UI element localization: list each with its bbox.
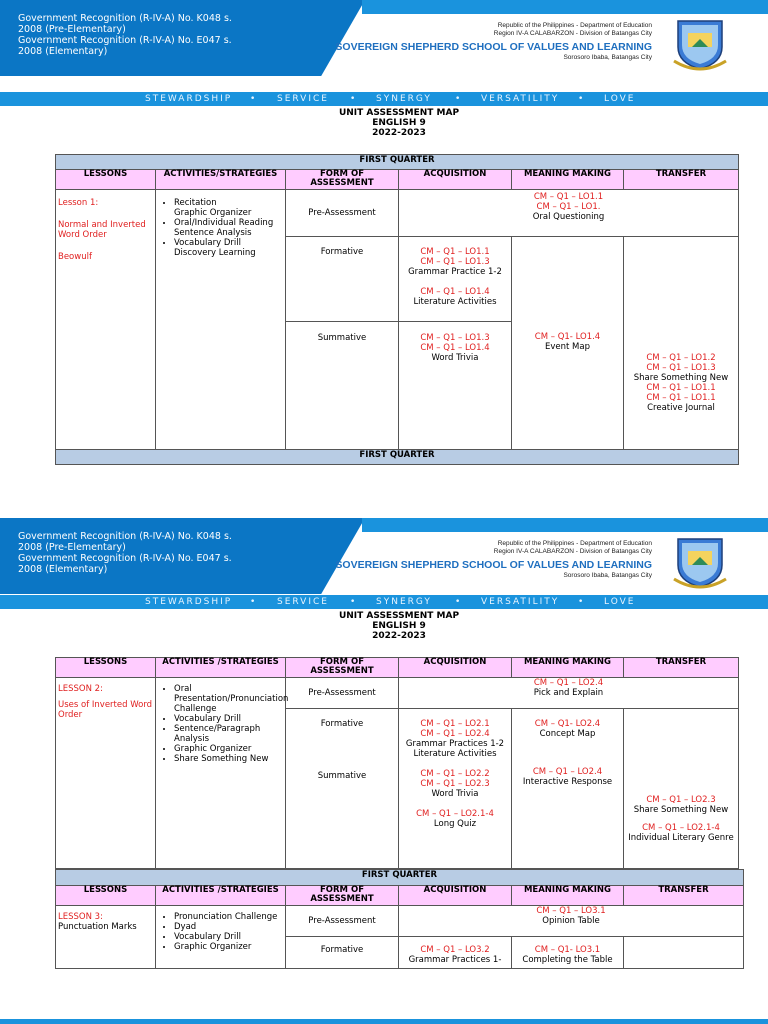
assessment-task: Creative Journal — [647, 403, 715, 413]
competency-code: CM – Q1 – LO2.4 — [420, 729, 490, 739]
transfer-cell — [624, 709, 739, 869]
region-line: Region IV-A CALABARZON - Division of Batangas City — [493, 30, 652, 37]
competency-code: CM – Q1 – LO2.2 — [420, 769, 490, 779]
column-header: MEANING MAKING — [512, 658, 624, 678]
assessment-task: Grammar Practice 1-2 — [408, 267, 502, 277]
value-item: SYNERGY — [376, 597, 432, 607]
gov-line: Government Recognition (R-IV-A) No. E047 s. — [18, 35, 232, 46]
acquisition-cell — [399, 937, 512, 969]
title-line: 2022-2023 — [372, 128, 426, 138]
pre-assessment-cell — [399, 906, 744, 937]
assessment-task: Word Trivia — [431, 353, 479, 363]
activity-item: • Dyad — [174, 922, 283, 932]
assessment-form: Summative — [286, 322, 399, 450]
activity-item: • Oral/Individual Reading Sentence Analysis — [174, 218, 283, 238]
activity-item: • Sentence/Paragraph Analysis — [174, 724, 283, 744]
meaning-making-cell — [512, 709, 624, 869]
competency-code: CM – Q1 – LO2.3 — [420, 779, 490, 789]
value-separator: • — [455, 597, 463, 607]
assessment-task: Pick and Explain — [533, 688, 604, 698]
column-header: FORM OF ASSESSMENT — [286, 658, 399, 678]
lesson-title: Normal and Inverted Word Order — [58, 220, 146, 240]
competency-code: CM – Q1 – LO1.4 — [420, 287, 490, 297]
competency-code: CM – Q1- LO3.1 — [534, 945, 601, 955]
value-item: LOVE — [604, 597, 636, 607]
lesson-label: LESSON 2: — [58, 684, 103, 694]
competency-code: CM – Q1 – LO3.2 — [420, 945, 490, 955]
activity-item: • Recitation Graphic Organizer — [174, 198, 283, 218]
government-recognition — [18, 531, 278, 575]
assessment-form: Formative — [286, 937, 399, 969]
competency-code: CM – Q1 – LO2.4 — [533, 678, 604, 688]
agency-lines — [494, 540, 652, 556]
school-seal-icon — [672, 17, 728, 73]
column-header: ACTIVITIES/STRATEGIES — [156, 170, 286, 190]
value-item: LOVE — [604, 94, 636, 104]
column-header: FORM OF ASSESSMENT — [286, 170, 399, 190]
competency-code: CM – Q1 – LO1.1 — [533, 192, 604, 202]
activity-item: • Graphic Organizer — [174, 744, 283, 754]
competency-code: CM – Q1- LO1.4 — [534, 332, 601, 342]
pre-assessment-cell — [399, 190, 739, 237]
activities-cell — [156, 678, 289, 869]
title-line: UNIT ASSESSMENT MAP — [338, 611, 460, 621]
activity-item: • Graphic Organizer — [174, 942, 283, 952]
meaning-making-cell — [512, 237, 624, 450]
value-item: SYNERGY — [376, 94, 432, 104]
assessment-form: Pre-Assessment — [286, 906, 399, 937]
page-2 — [0, 518, 768, 998]
title-line: ENGLISH 9 — [372, 621, 426, 631]
competency-code: CM – Q1 – LO2.4 — [532, 767, 603, 777]
activities-cell — [156, 190, 286, 450]
assessment-form: Pre-Assessment — [286, 190, 399, 237]
gov-line: Government Recognition (R-IV-A) No. K048 s. — [18, 531, 232, 542]
competency-code: CM – Q1 – LO1.3 — [420, 333, 490, 343]
assessment-task: Individual Literary Genre — [628, 833, 734, 843]
assessment-task: Word Trivia — [431, 789, 479, 799]
gov-line: 2008 (Elementary) — [18, 46, 108, 57]
document-title — [0, 108, 768, 138]
acquisition-cell — [399, 322, 512, 450]
school-name: SOVEREIGN SHEPHERD SCHOOL OF VALUES AND LEARNING — [335, 41, 652, 53]
assessment-task: Opinion Table — [542, 916, 600, 926]
competency-code: CM – Q1 – LO1. — [536, 202, 601, 212]
column-header: TRANSFER — [624, 886, 744, 906]
assessment-table-lesson-1 — [55, 154, 739, 465]
gov-line: Government Recognition (R-IV-A) No. E047 s. — [18, 553, 232, 564]
value-item: STEWARDSHIP — [145, 94, 233, 104]
lesson-title: Punctuation Marks — [58, 922, 137, 932]
school-name: SOVEREIGN SHEPHERD SCHOOL OF VALUES AND LEARNING — [335, 559, 652, 571]
school-address: Sorosoro Ibaba, Batangas City — [563, 572, 652, 579]
competency-code: CM – Q1 – LO3.1 — [536, 906, 606, 916]
gov-line: 2008 (Pre-Elementary) — [18, 24, 126, 35]
assessment-form: Formative — [320, 719, 364, 729]
region-line: Region IV-A CALABARZON - Division of Batangas City — [493, 548, 652, 555]
assessment-task: Long Quiz — [433, 819, 477, 829]
value-separator: • — [578, 94, 586, 104]
competency-code: CM – Q1 – LO2.1 — [420, 719, 490, 729]
gov-line: Government Recognition (R-IV-A) No. K048 s. — [18, 13, 232, 24]
assessment-task: Oral Questioning — [532, 212, 605, 222]
assessment-task: Concept Map — [539, 729, 596, 739]
assessment-task: Share Something New — [633, 805, 729, 815]
republic-line: Republic of the Philippines - Department of Education — [497, 540, 652, 547]
acquisition-cell — [399, 709, 512, 869]
column-header: TRANSFER — [624, 658, 739, 678]
assessment-task: Literature Activities — [413, 297, 497, 307]
school-address: Sorosoro Ibaba, Batangas City — [563, 54, 652, 61]
pre-assessment-cell — [399, 678, 739, 709]
column-header: ACQUISITION — [399, 886, 512, 906]
header-blue-strip — [362, 518, 768, 532]
competency-code: CM – Q1 – LO1.1 — [646, 393, 716, 403]
assessment-task: Literature Activities — [413, 749, 497, 759]
transfer-cell — [624, 937, 744, 969]
assessment-task: Grammar Practices 1-2 — [405, 739, 505, 749]
competency-code: CM – Q1 – LO1.2 — [646, 353, 716, 363]
value-separator: • — [250, 597, 258, 607]
title-line: 2022-2023 — [372, 631, 426, 641]
government-recognition — [18, 13, 278, 57]
value-item: SERVICE — [277, 94, 329, 104]
competency-code: CM – Q1 – LO1.3 — [420, 257, 490, 267]
title-line: UNIT ASSESSMENT MAP — [338, 108, 460, 118]
assessment-form: Pre-Assessment — [286, 678, 399, 709]
gov-line: 2008 (Elementary) — [18, 564, 108, 575]
quarter-header: FIRST QUARTER — [56, 155, 739, 170]
assessment-task: Completing the Table — [522, 955, 613, 965]
lesson-label: Lesson 1: — [58, 198, 99, 208]
value-separator: • — [455, 94, 463, 104]
activity-item: • Vocabulary Drill — [174, 714, 283, 724]
page-1 — [0, 0, 768, 480]
value-item: SERVICE — [277, 597, 329, 607]
assessment-task: Interactive Response — [522, 777, 613, 787]
assessment-form: Summative — [317, 771, 367, 781]
competency-code: CM – Q1 – LO2.3 — [646, 795, 716, 805]
competency-code: CM – Q1 – LO1.4 — [420, 343, 490, 353]
column-header: ACTIVITIES /STRATEGIES — [156, 886, 286, 906]
column-header: LESSONS — [56, 886, 156, 906]
activity-item: • Oral Presentation/Pronunciation Challenge — [174, 684, 283, 714]
assessment-task: Event Map — [545, 342, 590, 352]
assessment-task: Share Something New — [633, 373, 729, 383]
value-separator: • — [578, 597, 586, 607]
meaning-making-cell — [512, 937, 624, 969]
gov-line: 2008 (Pre-Elementary) — [18, 542, 126, 553]
core-values-bar — [0, 92, 768, 106]
form-cell — [286, 709, 399, 869]
transfer-cell — [624, 237, 739, 450]
value-item: STEWARDSHIP — [145, 597, 233, 607]
activity-item: • Vocabulary Drill Discovery Learning — [174, 238, 283, 258]
column-header: TRANSFER — [624, 170, 739, 190]
lesson-label: LESSON 3: — [58, 912, 103, 922]
assessment-table-lesson-2 — [55, 657, 739, 869]
title-line: ENGLISH 9 — [372, 118, 426, 128]
assessment-task: Grammar Practices 1- — [408, 955, 502, 965]
column-header: ACQUISITION — [399, 170, 512, 190]
column-header: ACQUISITION — [399, 658, 512, 678]
activity-item: • Vocabulary Drill — [174, 932, 283, 942]
competency-code: CM – Q1 – LO2.1-4 — [416, 809, 494, 819]
activities-cell — [156, 906, 286, 969]
competency-code: CM – Q1 – LO1.1 — [420, 247, 490, 257]
value-separator: • — [350, 597, 358, 607]
value-separator: • — [250, 94, 258, 104]
column-header: MEANING MAKING — [512, 886, 624, 906]
competency-code: CM – Q1 – LO1.3 — [646, 363, 716, 373]
assessment-form: Formative — [286, 237, 399, 322]
republic-line: Republic of the Philippines - Department of Education — [497, 22, 652, 29]
lesson-topic: Beowulf — [58, 252, 92, 262]
header-blue-strip — [362, 0, 768, 14]
school-seal-icon — [672, 535, 728, 591]
column-header: ACTIVITIES /STRATEGIES — [156, 658, 286, 678]
quarter-header: FIRST QUARTER — [56, 870, 744, 886]
assessment-table-lesson-3 — [55, 869, 744, 969]
activity-item: • Share Something New — [174, 754, 283, 764]
agency-lines — [494, 22, 652, 38]
value-separator: • — [350, 94, 358, 104]
lesson-title: Uses of Inverted Word Order — [58, 700, 153, 720]
column-header: FORM OF ASSESSMENT — [286, 886, 399, 906]
activity-item: • Pronunciation Challenge — [174, 912, 283, 922]
core-values-bar — [0, 595, 768, 609]
lesson-cell — [56, 678, 156, 869]
lesson-cell — [56, 906, 156, 969]
competency-code: CM – Q1 – LO2.1-4 — [642, 823, 720, 833]
quarter-footer: FIRST QUARTER — [56, 450, 739, 465]
lesson-cell — [56, 190, 156, 450]
competency-code: CM – Q1 – LO1.1 — [646, 383, 716, 393]
column-header: LESSONS — [56, 170, 156, 190]
value-item: VERSATILITY — [481, 597, 560, 607]
column-header: MEANING MAKING — [512, 170, 624, 190]
footer-blue-bar — [0, 1019, 768, 1024]
acquisition-cell — [399, 237, 512, 322]
competency-code: CM – Q1- LO2.4 — [534, 719, 601, 729]
column-header: LESSONS — [56, 658, 156, 678]
value-item: VERSATILITY — [481, 94, 560, 104]
document-title — [0, 611, 768, 641]
